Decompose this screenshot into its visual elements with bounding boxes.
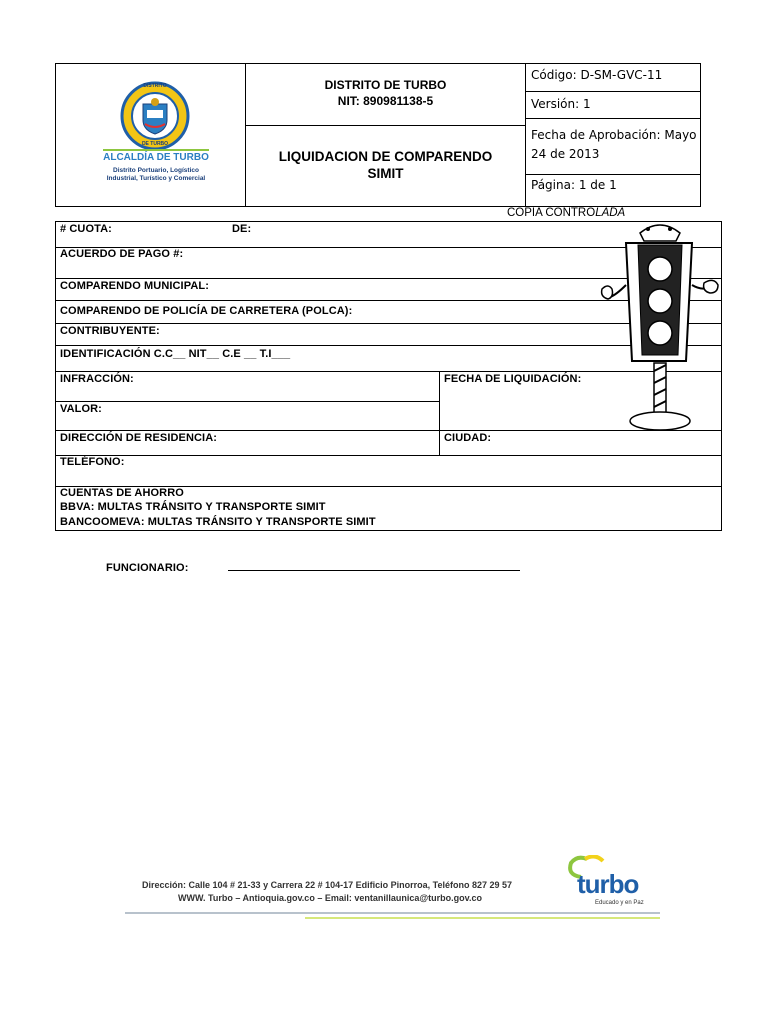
pagina: Página: 1 de 1 <box>531 178 617 192</box>
identificacion-label: IDENTIFICACIÓN C.C__ NIT__ C.E __ T.I___ <box>60 348 291 360</box>
copia-part1: COPIA CONTRO <box>507 207 596 219</box>
funcionario-label: FUNCIONARIO: <box>106 562 189 574</box>
seal-text-bottom: DE TURBO <box>141 141 169 147</box>
fecha-aprobacion-1: Fecha de Aprobación: Mayo <box>531 128 697 142</box>
footer-rule-gray <box>125 912 660 914</box>
doc-title-line-2: SIMIT <box>367 166 404 181</box>
logo-underline <box>103 149 209 151</box>
turbo-slogan: Educado y en Paz <box>595 900 644 906</box>
cuentas-line-1: CUENTAS DE AHORRO <box>60 487 184 499</box>
doc-title-line-1: LIQUIDACION DE COMPARENDO <box>278 149 493 164</box>
alcaldia-logo <box>95 80 245 200</box>
fecha-liquidacion-label: FECHA DE LIQUIDACIÓN: <box>444 373 582 385</box>
col-rule <box>439 371 440 455</box>
cuentas-line-3: BANCOOMEVA: MULTAS TRÁNSITO Y TRANSPORTE SIMIT <box>60 516 376 528</box>
de-label: DE: <box>232 223 252 235</box>
header-divider <box>525 118 701 119</box>
header-divider <box>245 125 525 126</box>
entity-nit: NIT: 890981138-5 <box>337 94 434 108</box>
fecha-aprobacion-2: 24 de 2013 <box>531 147 600 161</box>
valor-label: VALOR: <box>60 403 102 415</box>
acuerdo-label: ACUERDO DE PAGO #: <box>60 248 184 260</box>
footer-line-1: Dirección: Calle 104 # 21-33 y Carrera 22 # 104-17 Edificio Pinorroa, Teléfono 827 29 57 <box>142 880 513 890</box>
row-rule <box>55 455 722 456</box>
codigo: Código: D-SM-GVC-11 <box>531 68 663 82</box>
comparendo-polca-label: COMPARENDO DE POLICÍA DE CARRETERA (POLCA): <box>60 305 353 317</box>
direccion-label: DIRECCIÓN DE RESIDENCIA: <box>60 432 218 444</box>
turbo-brand-text: turbo <box>577 869 639 899</box>
header-divider <box>525 63 526 207</box>
traffic-light-mascot-icon <box>598 215 722 433</box>
turbo-brand-logo <box>563 855 673 915</box>
ciudad-label: CIUDAD: <box>444 432 492 444</box>
infraccion-label: INFRACCIÓN: <box>60 373 134 385</box>
funcionario-signature-line <box>228 570 520 571</box>
logo-tagline-1: Distrito Portuario, Logístico <box>113 167 199 174</box>
header-divider <box>525 91 701 92</box>
logo-tagline-2: Industrial, Turístico y Comercial <box>106 175 206 182</box>
contribuyente-label: CONTRIBUYENTE: <box>60 325 160 337</box>
copia-part2: LADA <box>595 207 626 219</box>
logo-name: ALCALDÍA DE TURBO <box>103 152 209 163</box>
telefono-label: TELÉFONO: <box>60 456 125 468</box>
seal-text-top: DISTRITO <box>143 83 167 89</box>
footer-rule-green <box>305 917 660 919</box>
comparendo-municipal-label: COMPARENDO MUNICIPAL: <box>60 280 209 292</box>
header-divider <box>525 174 701 175</box>
footer-line-2: WWW. Turbo – Antioquia.gov.co – Email: ventanillaunica@turbo.gov.co <box>178 893 482 903</box>
version: Versión: 1 <box>531 97 591 111</box>
cuota-label: # CUOTA: <box>60 223 112 235</box>
row-rule <box>55 401 439 402</box>
cuentas-line-2: BBVA: MULTAS TRÁNSITO Y TRANSPORTE SIMIT <box>60 501 326 513</box>
entity-name: DISTRITO DE TURBO <box>324 78 447 92</box>
